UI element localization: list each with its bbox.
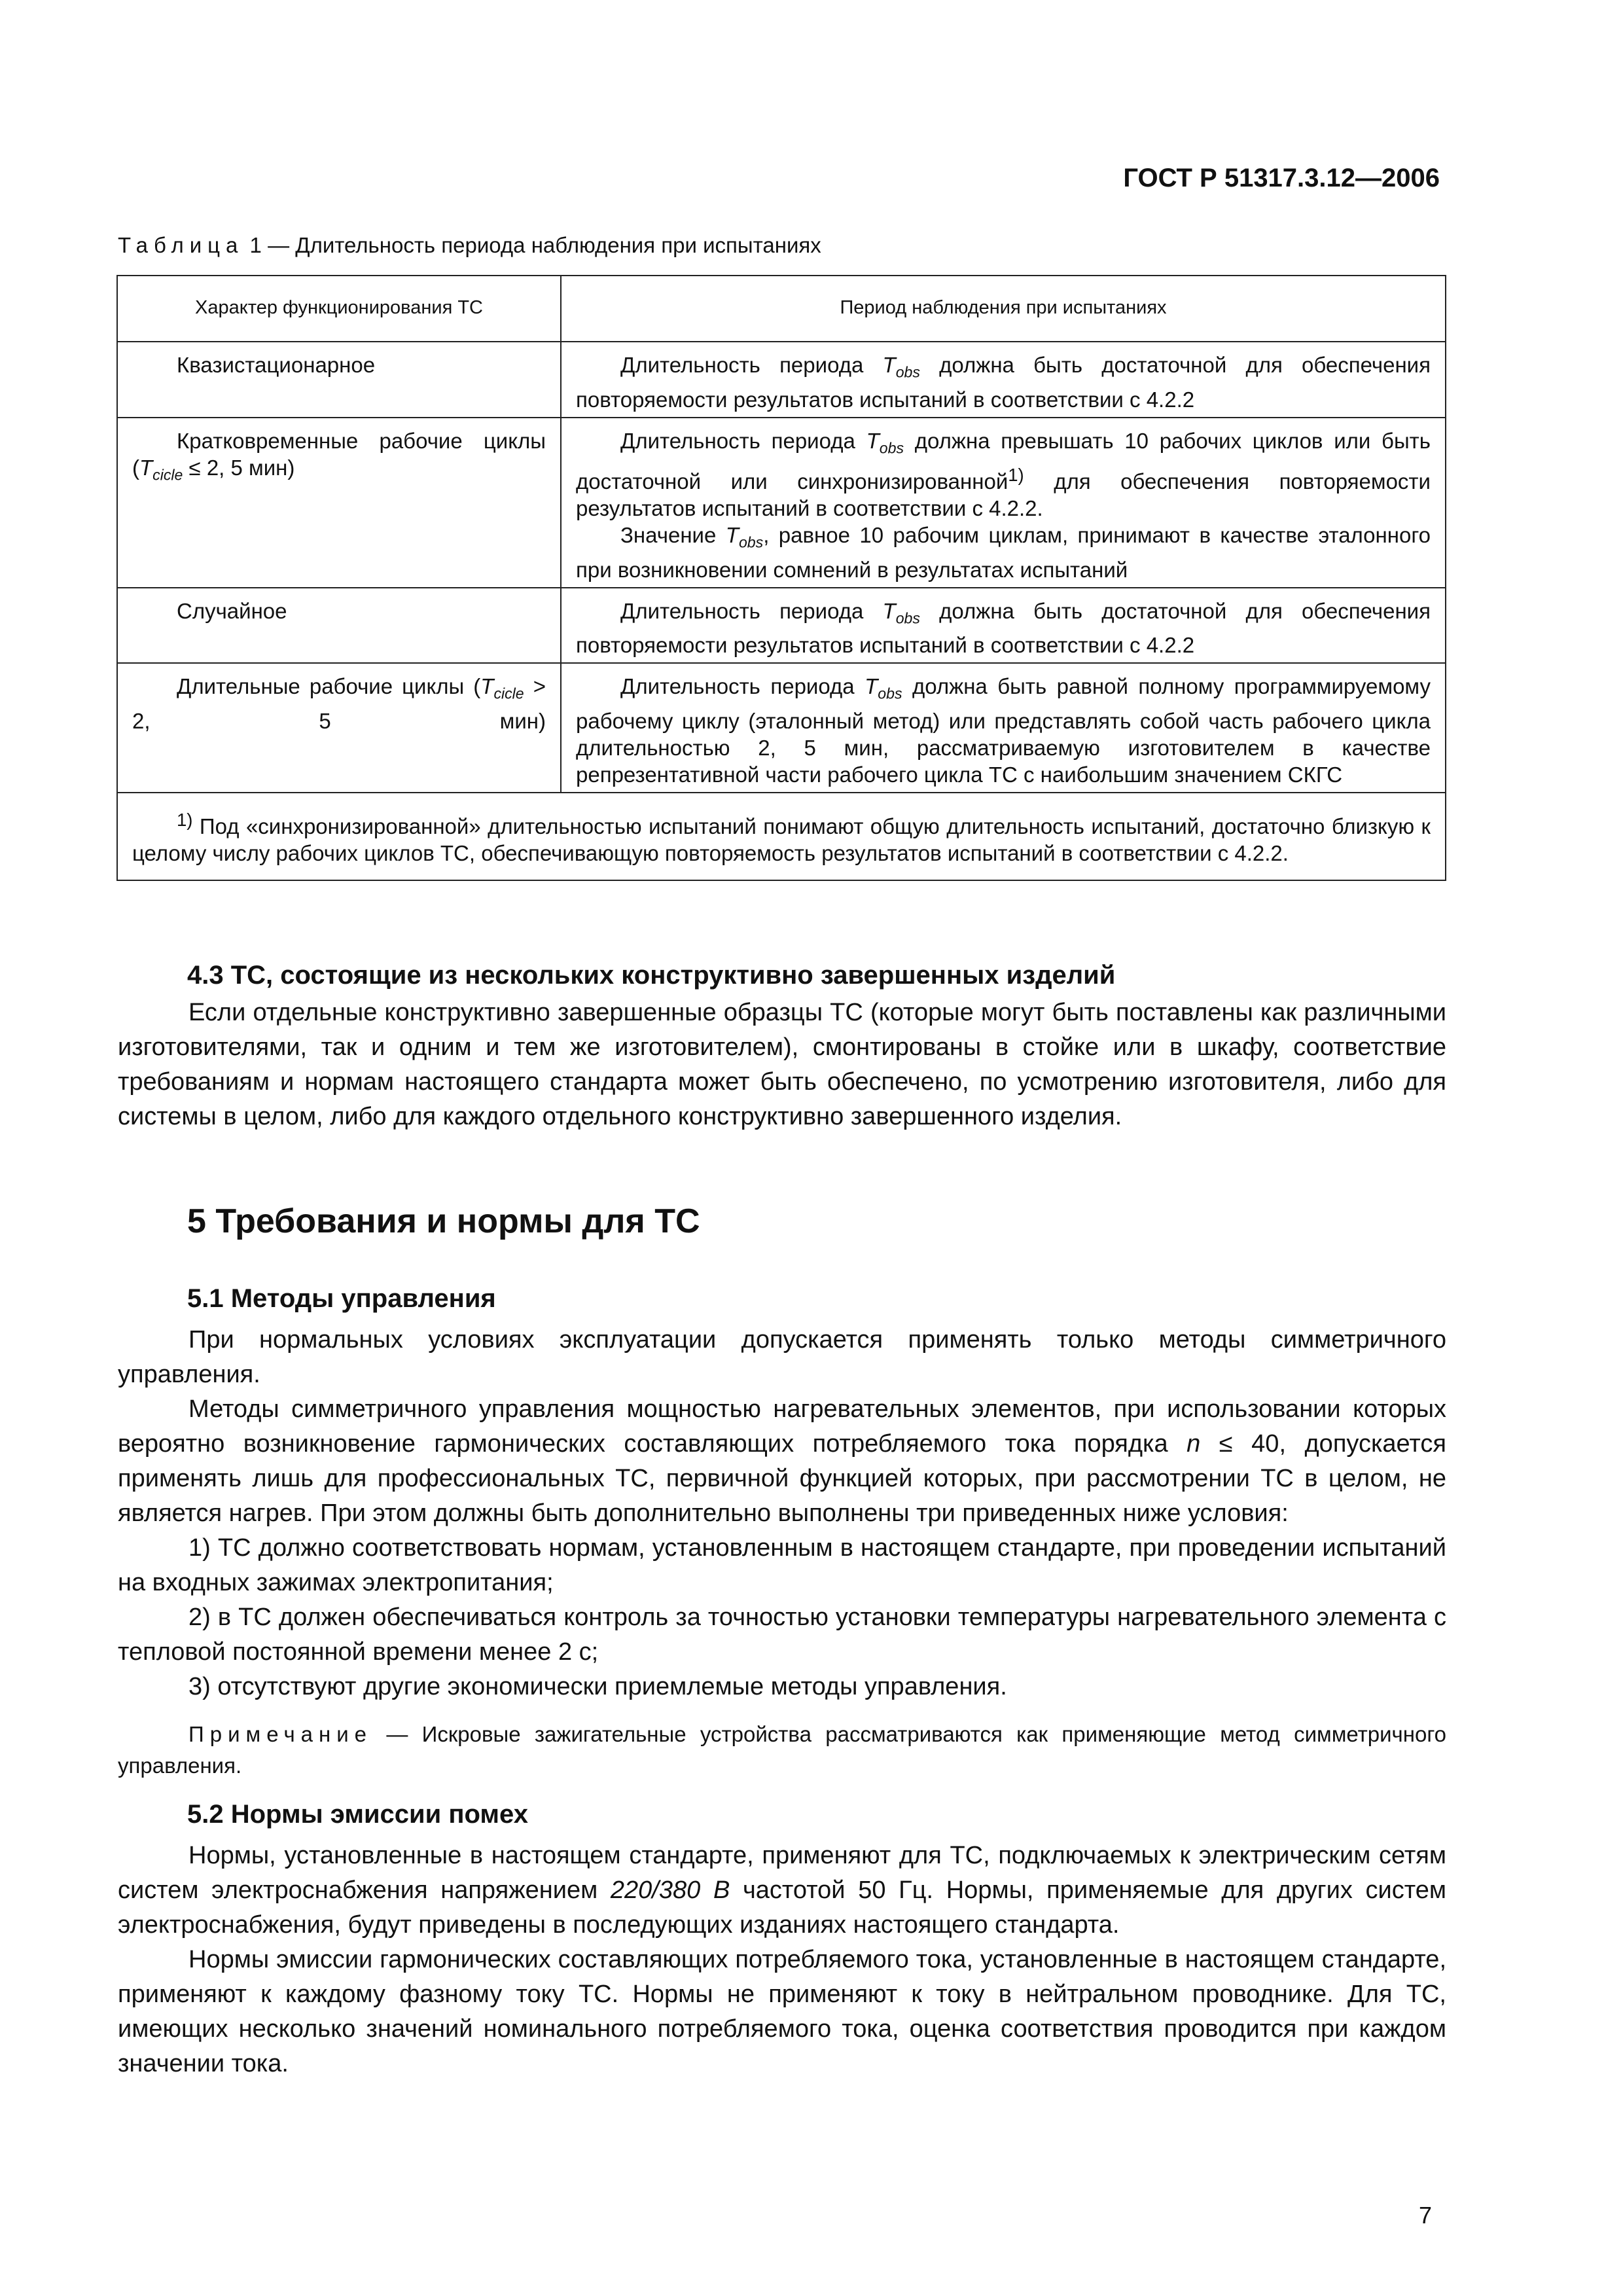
period-text: Длительность периода $T_{obs}$ должна быть достаточной для обеспечения повторяемости результатов испытаний в соответствии с 4.2.2 — [576, 598, 1431, 658]
document-header: ГОСТ Р 51317.3.12—2006 — [1123, 164, 1440, 192]
section-heading: 5.1 Методы управления — [187, 1284, 496, 1313]
table-row — [117, 588, 1446, 664]
section-heading: 4.3 ТС, состоящие из нескольких конструктивно завершенных изделий — [187, 961, 1116, 990]
period-text: Значение $T_{obs}$, равное 10 рабочим циклам, принимают в качестве эталонного при возникновении сомнений в результатах испытаний — [576, 523, 1431, 582]
table-cell-mode — [117, 663, 561, 793]
table-cell-period — [561, 588, 1446, 664]
table-row — [117, 663, 1446, 793]
table-cell-period — [561, 418, 1446, 588]
section-5-1 — [118, 1284, 1446, 1782]
table-cell-mode — [117, 588, 561, 664]
condition-item: 3) отсутствуют другие экономически приемлемые методы управления. — [188, 1673, 1007, 1700]
table-row — [117, 418, 1446, 588]
period-text: Длительность периода $T_{obs}$ должна быть равной полному программируемому рабочему циклу (эталонный метод) или представлять собой часть рабочего цикла длительностью 2, 5 мин, рассматриваемую изготовителем в качестве репрезентативной части рабочего цикла ТС с наибольшим значением СКГС — [576, 674, 1431, 787]
table-cell-period — [561, 342, 1446, 418]
footnote-mark: 1) — [177, 809, 193, 830]
note-label: Примечание — [188, 1722, 373, 1746]
mode-text: Длительные рабочие циклы ($T_{cicle} > 2$, 5 мин) — [132, 674, 546, 733]
table-header-row — [117, 276, 1446, 342]
table-row — [117, 342, 1446, 418]
note-text: — Искровые зажигательные устройства рассматриваются как применяющие метод симметричного управления. — [118, 1722, 1446, 1778]
paragraph: Нормы, установленные в настоящем стандарте, применяют для ТС, подключаемых к электрическим сетям систем электроснабжения напряжением 220/380 В частотой 50 Гц. Нормы, применяемые для других систем электроснабжения, будут приведены в последующих изданиях настоящего стандарта. — [118, 1842, 1446, 1939]
table-cell-period — [561, 663, 1446, 793]
section-heading: 5.2 Нормы эмиссии помех — [187, 1800, 528, 1829]
paragraph: Методы симметричного управления мощностью нагревательных элементов, при использовании которых вероятно возникновение гармонических составляющих потребляемого тока порядка n ≤ 40, допускается применять лишь для профессиональных ТС, первичной функцией которых, при рассмотрении ТС в целом, не является нагрев. При этом должны быть дополнительно выполнены три приведенных ниже условия: — [118, 1395, 1446, 1527]
mode-text: Кратковременные рабочие циклы ($T_{cicle} \le 2$, 5 мин) — [132, 428, 546, 484]
section-4-3 — [118, 961, 1446, 1134]
period-text: Длительность периода $T_{obs}$ должна превышать 10 рабочих циклов или быть достаточной или синхронизированной$^{1)}$ для обеспечения повторяемости результатов испытаний в соответствии с 4.2.2. — [576, 428, 1431, 521]
section-5-2 — [118, 1800, 1446, 2081]
paragraph: Если отдельные конструктивно завершенные образцы ТС (которые могут быть поставлены как различными изготовителями, так и одним и тем же изготовителем), смонтированы в стойке или в шкафу, соответствие требованиям и нормам настоящего стандарта может быть обеспечено, по усмотрению изготовителя, либо для системы в целом, либо для каждого отдельного конструктивно завершенного изделия. — [118, 999, 1446, 1130]
chapter-heading: 5 Требования и нормы для ТС — [187, 1202, 700, 1240]
column-header-mode: Характер функционирования ТС — [117, 276, 561, 342]
page-number: 7 — [1419, 2202, 1433, 2229]
table-cell-mode — [117, 418, 561, 588]
condition-item: 1) ТС должно соответствовать нормам, установленным в настоящем стандарте, при проведении испытаний на входных зажимах электропитания; — [118, 1534, 1446, 1596]
footnote-ref: 1) — [1008, 465, 1024, 486]
column-header-period: Период наблюдения при испытаниях — [561, 276, 1446, 342]
condition-item: 2) в ТС должен обеспечиваться контроль за точностью установки температуры нагревательного элемента с тепловой постоянной времени менее 2 с; — [118, 1604, 1446, 1666]
observation-period-table — [116, 275, 1446, 881]
paragraph: При нормальных условиях эксплуатации допускается применять только методы симметричного управления. — [118, 1326, 1446, 1388]
mode-text: Квазистационарное — [177, 353, 376, 377]
table-caption-label: Таблица — [118, 233, 244, 257]
table-caption-title: 1 — Длительность периода наблюдения при испытаниях — [243, 233, 821, 257]
footnote-text: Под «синхронизированной» длительностью испытаний понимают общую длительность испытаний, достаточно близкую к целому числу рабочих циклов ТС, обеспечивающую повторяемость результатов испытаний в соответствии с 4.2.2. — [132, 814, 1431, 865]
table-caption — [118, 233, 821, 258]
table-footnote — [117, 793, 1446, 880]
table-cell-mode — [117, 342, 561, 418]
period-text: Длительность периода $T_{obs}$ должна быть достаточной для обеспечения повторяемости результатов испытаний в соответствии с 4.2.2 — [576, 353, 1431, 412]
note — [118, 1719, 1446, 1782]
table-footnote-row — [117, 793, 1446, 880]
mode-text: Случайное — [177, 598, 287, 623]
paragraph: Нормы эмиссии гармонических составляющих потребляемого тока, установленные в настоящем стандарте, применяют к каждому фазному току ТС. Нормы не применяют к току в нейтральном проводнике. Для ТС, имеющих несколько значений номинального потребляемого тока, оценка соответствия проводится при каждом значении тока. — [118, 1946, 1446, 2077]
